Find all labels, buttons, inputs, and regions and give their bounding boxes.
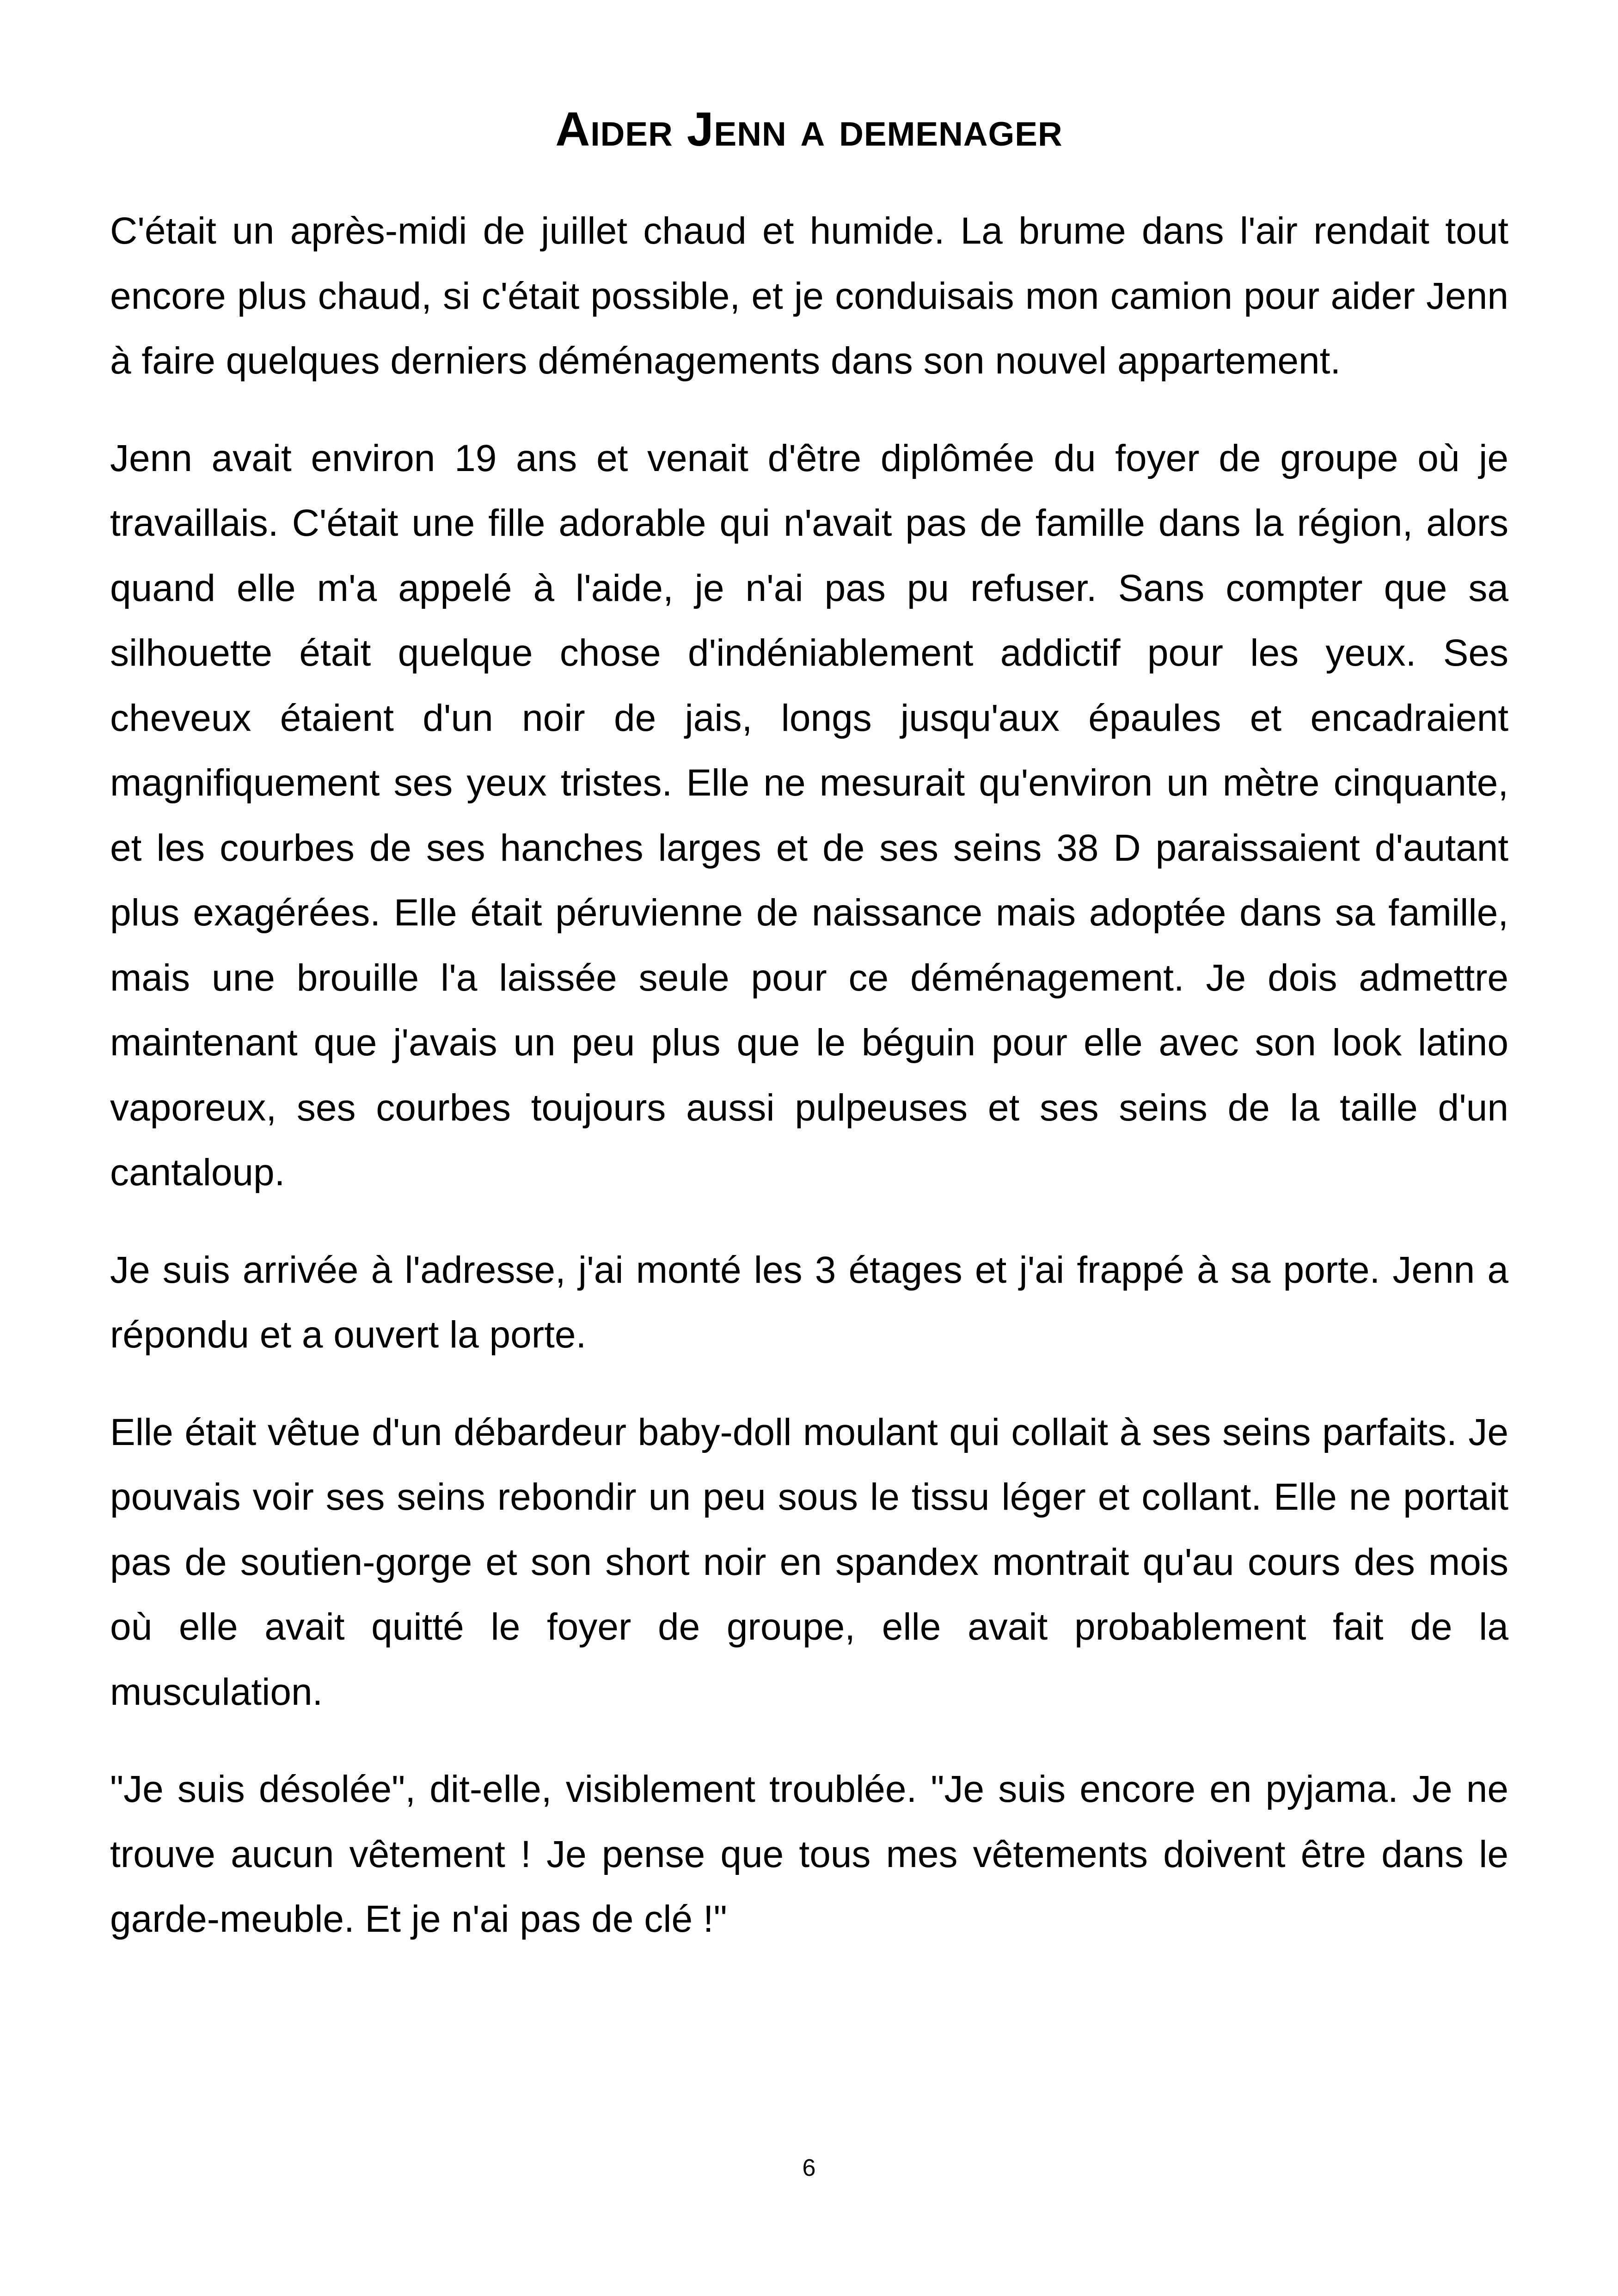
page-title: Aider Jenn a demenager <box>555 103 1063 156</box>
paragraph-3: Je suis arrivée à l'adresse, j'ai monté les 3 étages et j'ai frappé à sa porte. Jenn a répondu et a ouvert la porte. <box>110 1249 1508 1356</box>
body-text <box>110 199 1508 1984</box>
paragraph-4: Elle était vêtue d'un débardeur baby-doll moulant qui collait à ses seins parfaits. Je pouvais voir ses seins rebondir un peu sous le tissu léger et collant. Elle ne portait pas de soutien-gorge et son short noir en spandex montrait qu'au cours des mois où elle avait quitté le foyer de groupe, elle avait probablement fait de la musculation. <box>110 1411 1508 1713</box>
page-number: 6 <box>802 2155 816 2181</box>
paragraph-1: C'était un après-midi de juillet chaud et humide. La brume dans l'air rendait tout encore plus chaud, si c'était possible, et je conduisais mon camion pour aider Jenn à faire quelques derniers déménagements dans son nouvel appartement. <box>110 210 1508 382</box>
paragraph-5: "Je suis désolée", dit-elle, visiblement troublée. "Je suis encore en pyjama. Je ne trouve aucun vêtement ! Je pense que tous mes vêtements doivent être dans le garde-meuble. Et je n'ai pas de clé !" <box>110 1768 1508 1940</box>
paragraph-2: Jenn avait environ 19 ans et venait d'être diplômée du foyer de groupe où je travaillais. C'était une fille adorable qui n'avait pas de famille dans la région, alors quand elle m'a appelé à l'aide, je n'ai pas pu refuser. Sans compter que sa silhouette était quelque chose d'indéniablement addictif pour les yeux. Ses cheveux étaient d'un noir de jais, longs jusqu'aux épaules et encadraient magnifiquement ses yeux tristes. Elle ne mesurait qu'environ un mètre cinquante, et les courbes de ses hanches larges et de ses seins 38 D paraissaient d'autant plus exagérées. Elle était péruvienne de naissance mais adoptée dans sa famille, mais une brouille l'a laissée seule pour ce déménagement. Je dois admettre maintenant que j'avais un peu plus que le béguin pour elle avec son look latino vaporeux, ses courbes toujours aussi pulpeuses et ses seins de la taille d'un cantaloup. <box>110 437 1508 1194</box>
